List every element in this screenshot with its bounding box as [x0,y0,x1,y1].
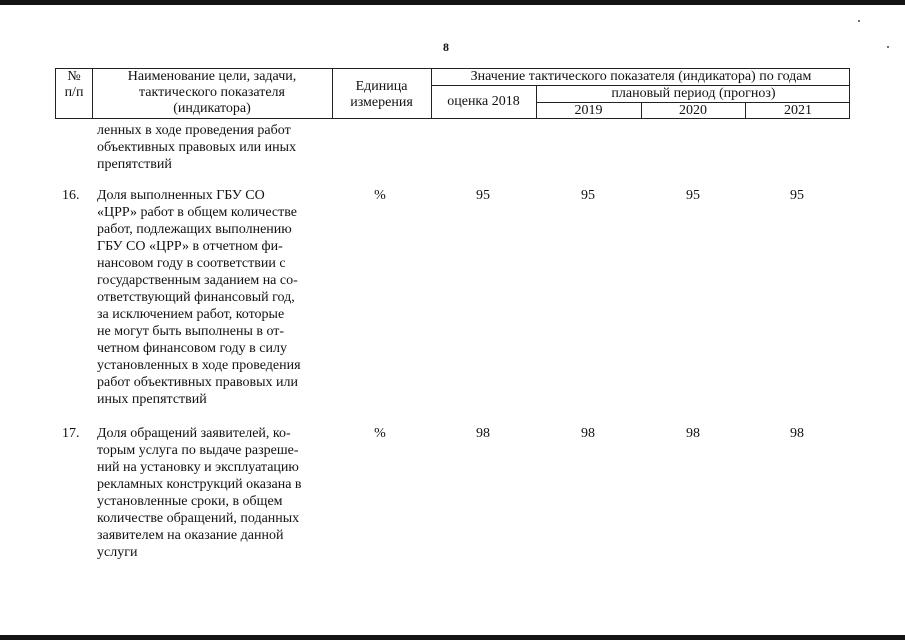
row-number: 16. [62,188,80,203]
row-value-2020: 95 [686,188,700,203]
row-value-2020: 98 [686,426,700,441]
row-unit: % [374,188,386,203]
header-year-2021: 2021 [784,103,812,118]
bottom-scan-border [0,635,905,640]
page-number: 8 [443,40,449,54]
row-value-2019: 98 [581,426,595,441]
row-number: 17. [62,426,80,441]
table-header [55,68,850,119]
top-scan-border [0,0,905,5]
table-row-continuation: ленных в ходе проведения работ объективных правовых или иных препятствий [97,123,297,172]
row-value-2021: 98 [790,426,804,441]
row-indicator-name: Доля выполненных ГБУ СО «ЦРР» работ в общем количестве работ, подлежащих выполнению ГБУ СО «ЦРР» в отчетном фи- нансовом году в соответствии с государственным заданием на со- ответствующий финансовый год, за исключением работ, которые не могут быть выполнены в от- четном финансовом году в силу установленных в ходе проведения работ объективных правовых или иных препятствий [97,188,301,407]
header-unit: Единица измерения [350,79,413,110]
header-year-2019: 2019 [574,103,603,118]
row-value-2019: 95 [581,188,595,203]
header-values-title: Значение тактического показателя (индикатора) по годам [470,69,812,84]
row-unit: % [374,426,386,441]
header-plan-title: плановый период (прогноз) [611,86,776,101]
header-name: Наименование цели, задачи, тактического показателя (индикатора) [127,69,297,116]
scan-speck [887,46,889,48]
header-num: № п/п [64,69,84,100]
row-value-2018: 98 [476,426,490,441]
header-year-2020: 2020 [679,103,707,118]
row-indicator-name: Доля обращений заявителей, ко- торым услуга по выдаче разреше- ний на установку и эксплуатацию рекламных конструкций оказана в установленные сроки, в общем количестве обращений, поданных заявителем на оказание данной услуги [97,426,302,560]
row-value-2021: 95 [790,188,804,203]
row-value-2018: 95 [476,188,490,203]
header-estimate: оценка 2018 [447,94,520,109]
scan-speck [858,20,860,22]
